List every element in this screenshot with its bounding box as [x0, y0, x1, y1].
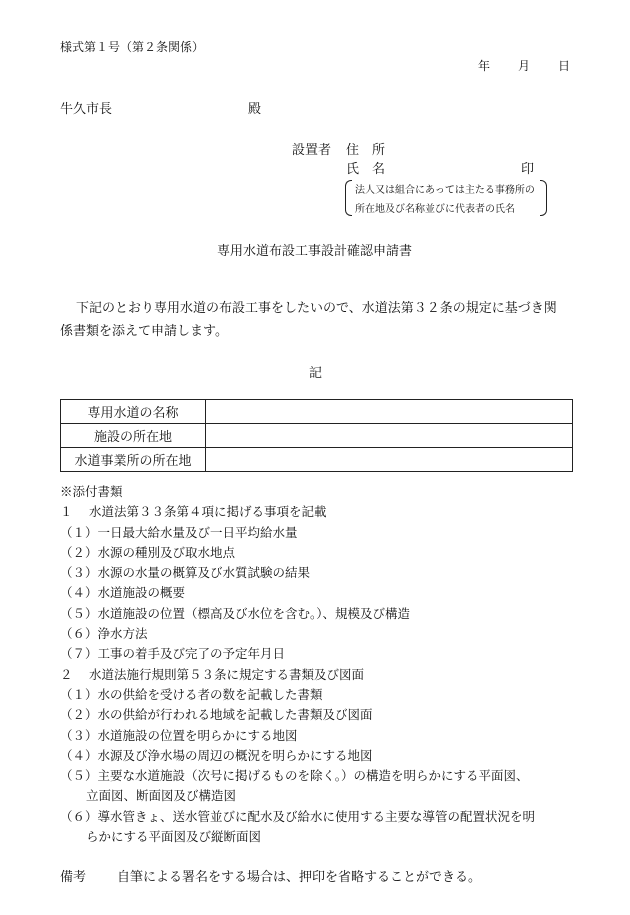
address-label: 住 所	[346, 143, 386, 158]
remarks-label: 備考	[60, 870, 87, 885]
applicant-role: 設置者	[292, 143, 332, 158]
remarks-text: 自筆による署名をする場合は、押印を省略することができる。	[117, 870, 482, 885]
date-year: 年	[478, 59, 491, 73]
table-label: 水道事業所の所在地	[61, 448, 206, 472]
body-text-line-2: 係書類を添えて申請します。	[60, 324, 228, 339]
list-item: （５）主要な水道施設（次号に掲げるものを除く。）の構造を明らかにする平面図、	[60, 768, 529, 784]
list-item: （２）水源の種別及び取水地点	[60, 544, 236, 560]
list-item: （１）水の供給を受ける者の数を記載した書類	[60, 686, 323, 702]
bracket-right	[540, 180, 547, 216]
date-day: 日	[558, 59, 571, 73]
applicant-note	[345, 180, 547, 216]
table-value[interactable]	[206, 448, 573, 472]
seal-mark: 印	[521, 162, 535, 177]
list-item: （２）水の供給が行われる地域を記載した書類及び図面	[60, 707, 373, 723]
list-item: （６）導水管きょ、送水管並びに配水及び給水に使用する主要な導管の配置状況を明	[60, 808, 536, 824]
facility-info-table	[60, 399, 573, 472]
list-item: （３）水源の水量の概算及び水質試験の結果	[60, 565, 311, 581]
body-text-line-1: 下記のとおり専用水道の布設工事をしたいので、水道法第３２条の規定に基づき関	[76, 301, 557, 316]
list-item: （４）水道施設の概要	[60, 585, 186, 601]
form-number: 様式第１号（第２条関係）	[60, 40, 205, 54]
list-item: 立面図、断面図及び構造図	[86, 788, 237, 804]
list-item: （７）工事の着手及び完了の予定年月日	[60, 646, 286, 662]
list-item: （３）水道施設の位置を明らかにする地図	[60, 727, 298, 743]
table-row	[61, 400, 573, 424]
attachments-heading: ※添付書類	[60, 484, 123, 499]
list-item: （６）浄水方法	[60, 626, 148, 642]
note-line-1: 法人又は組合にあっては主たる事務所の	[355, 185, 535, 196]
list-item: １ 水道法第３３条第４項に掲げる事項を記載	[60, 504, 327, 520]
table-label: 専用水道の名称	[61, 400, 206, 424]
table-row	[61, 424, 573, 448]
ki-heading: 記	[309, 366, 323, 381]
addressee-name: 牛久市長	[60, 102, 113, 117]
name-label: 氏 名	[346, 162, 386, 177]
date-month: 月	[518, 59, 531, 73]
note-line-2: 所在地及び名称並びに代表者の氏名	[355, 204, 515, 215]
list-item: （４）水源及び浄水場の周辺の概況を明らかにする地図	[60, 747, 373, 763]
list-item: ２ 水道法施行規則第５３条に規定する書類及び図面	[60, 666, 364, 682]
addressee-honorific: 殿	[248, 102, 262, 117]
table-label: 施設の所在地	[61, 424, 206, 448]
list-item: （５）水道施設の位置（標高及び水位を含む。）、規模及び構造	[60, 605, 411, 621]
list-item: らかにする平面図及び縦断面図	[86, 829, 262, 845]
table-row	[61, 448, 573, 472]
table-value[interactable]	[206, 400, 573, 424]
table-value[interactable]	[206, 424, 573, 448]
document-title: 専用水道布設工事設計確認申請書	[217, 244, 413, 259]
list-item: （１）一日最大給水量及び一日平均給水量	[60, 524, 298, 540]
attachments-list	[60, 482, 535, 847]
bracket-left	[345, 180, 352, 216]
